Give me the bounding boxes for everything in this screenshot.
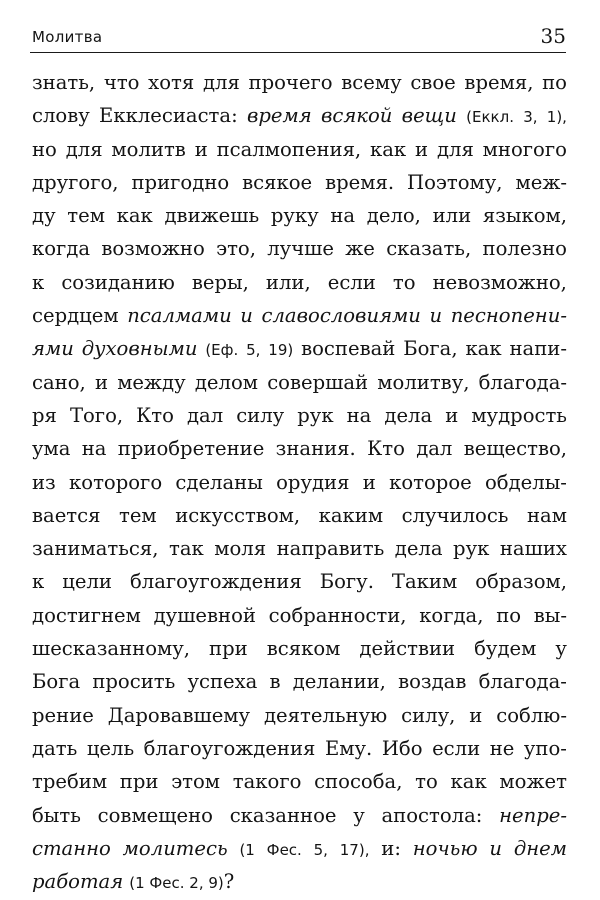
text-line [32, 166, 567, 199]
word: Кто [136, 403, 174, 427]
word: и [415, 137, 429, 161]
italic-word: псалмами [127, 304, 232, 328]
italic-word: вещи [401, 104, 457, 128]
word: и [469, 703, 483, 727]
word: душевной [153, 603, 256, 627]
word: обделы- [485, 470, 567, 494]
word: заниматься, [32, 537, 159, 561]
word: действии [359, 637, 456, 661]
word: языком, [482, 204, 567, 228]
italic-word: время [246, 104, 312, 128]
word: прочего [248, 71, 333, 94]
word: наших [499, 537, 567, 561]
scripture-reference: 1), [546, 108, 567, 127]
text-line [32, 799, 567, 832]
text-line [32, 199, 567, 232]
word: когда [32, 237, 91, 261]
word: Поэтому, [407, 170, 503, 194]
italic-word: и [489, 836, 503, 860]
word: для [436, 137, 474, 161]
word: не [489, 736, 515, 760]
word: сказанное [229, 803, 337, 827]
word: время. [325, 170, 395, 194]
word: псалмопения, [216, 137, 362, 161]
scripture-reference: 5, [313, 840, 328, 859]
word: совершай [267, 370, 369, 394]
text-line [32, 765, 567, 798]
text-line [32, 499, 567, 532]
word: другого, [32, 170, 119, 194]
word: сделаны [175, 470, 263, 494]
scripture-reference: (1 [239, 840, 255, 859]
running-title: Молитва [32, 28, 103, 46]
word: и [445, 403, 459, 427]
text-line [32, 599, 567, 632]
word: знать, [32, 71, 96, 94]
word: дела [394, 537, 443, 561]
word: такого [232, 770, 302, 794]
word: благоугождения [129, 570, 302, 594]
italic-word: молитесь [122, 836, 228, 860]
word: напи- [509, 337, 567, 361]
word: вы- [533, 603, 567, 627]
word: делании, [292, 670, 386, 694]
word: как [370, 137, 407, 161]
word: этом [171, 770, 221, 794]
word: делом [194, 370, 258, 394]
word: у [353, 803, 365, 827]
word: веры, [191, 270, 249, 294]
word: которого [69, 470, 163, 494]
word: Ему. [324, 736, 373, 760]
word: созиданию [61, 270, 175, 294]
word: дал [186, 403, 224, 427]
word: благоугождения [143, 736, 316, 760]
word: ря [32, 403, 57, 427]
word: ? [223, 870, 235, 894]
word: быть [32, 803, 81, 827]
word: на [81, 437, 107, 461]
word: вещество, [463, 437, 567, 461]
page-number: 35 [540, 24, 566, 48]
text-line [32, 232, 567, 265]
word: на [346, 403, 372, 427]
word: при [209, 637, 248, 661]
word: Бога, [403, 337, 458, 361]
word: как [450, 770, 487, 794]
word: пригодно [131, 170, 230, 194]
scripture-reference: (1 Фес. 2, 9) [129, 874, 224, 893]
text-line [32, 699, 567, 732]
word: Таким [391, 570, 458, 594]
word: то [392, 270, 416, 294]
word: дела [384, 403, 433, 427]
text-line [32, 732, 567, 765]
word: возможно [101, 237, 205, 261]
text-line [32, 133, 567, 166]
word: между [117, 370, 186, 394]
word: нам [527, 503, 567, 527]
word: направить [276, 537, 385, 561]
word: ду [32, 204, 56, 228]
word: или [432, 204, 472, 228]
scripture-reference: 19) [268, 341, 294, 360]
word: знания. [275, 437, 356, 461]
scripture-reference: 5, [246, 341, 261, 360]
word: воздав [398, 670, 467, 694]
word: и [362, 470, 376, 494]
word: силу [236, 403, 285, 427]
word: моля [214, 537, 267, 561]
text-line [32, 366, 567, 399]
word: рук [453, 537, 490, 561]
word: и [94, 370, 108, 394]
word: если [327, 270, 376, 294]
word: к [32, 270, 45, 294]
word: ума [32, 437, 71, 461]
word: совмещено [97, 803, 213, 827]
word: и [194, 137, 208, 161]
word: дать [32, 736, 78, 760]
word: хотя [148, 71, 195, 94]
italic-word: духовными [81, 337, 198, 361]
italic-word: ночью [412, 836, 478, 860]
word: рение [32, 703, 94, 727]
italic-word: непре- [499, 803, 567, 827]
word: мудрость [471, 403, 567, 427]
scripture-reference: (Еф. [205, 341, 239, 360]
word: при [119, 770, 159, 794]
word: Екклесиаста: [99, 104, 238, 128]
italic-word: работая [32, 870, 124, 894]
word: по [542, 71, 567, 94]
page-header [30, 26, 566, 52]
italic-word: славословиями [261, 304, 421, 328]
word: невозможно, [432, 270, 567, 294]
word: успеха [187, 670, 258, 694]
word: требим [32, 770, 108, 794]
word: искусством, [175, 503, 301, 527]
italic-word: ями [32, 337, 74, 361]
italic-word: и [429, 304, 443, 328]
word: дал [416, 437, 453, 461]
word: каким [318, 503, 384, 527]
text-line [32, 299, 567, 332]
word: для [202, 71, 240, 94]
word: по [496, 603, 522, 627]
word: всяком [266, 637, 341, 661]
word: будем [474, 637, 537, 661]
text-line [32, 832, 567, 865]
word: рук [297, 403, 334, 427]
word: деятельную [263, 703, 388, 727]
word: время, [464, 71, 534, 94]
word: сказать, [386, 237, 472, 261]
text-line [32, 865, 567, 898]
word: благода- [478, 670, 567, 694]
word: воспевай [301, 337, 396, 361]
text-line [32, 399, 567, 432]
text-line [32, 466, 567, 499]
word: полезно [482, 237, 567, 261]
scripture-reference: 3, [523, 108, 538, 127]
word: может [499, 770, 567, 794]
word: Даровавшему [107, 703, 251, 727]
word: Богу. [319, 570, 374, 594]
italic-word: песнопени- [450, 304, 567, 328]
word: же [345, 237, 375, 261]
word: когда, [419, 603, 484, 627]
word: так [168, 537, 204, 561]
word: свое [410, 71, 456, 94]
word: что [103, 71, 140, 94]
word: сано, [32, 370, 86, 394]
text-line [32, 432, 567, 465]
word: вается [32, 503, 101, 527]
word: из [32, 470, 56, 494]
word: цели [62, 570, 112, 594]
word: у [555, 637, 567, 661]
word: или, [265, 270, 311, 294]
word: тем [67, 204, 105, 228]
body-text [32, 66, 567, 898]
word: многого [482, 137, 567, 161]
word: образом, [475, 570, 567, 594]
word: и: [381, 836, 401, 860]
italic-word: и [240, 304, 253, 328]
word: как [465, 337, 502, 361]
text-line [32, 565, 567, 598]
word: молитву, [377, 370, 470, 394]
word: на [330, 204, 356, 228]
word: случилось [401, 503, 509, 527]
word: Бога [32, 670, 81, 694]
word: упо- [523, 736, 567, 760]
word: молитв [111, 137, 186, 161]
italic-word: днем [513, 836, 567, 860]
word: всякое [242, 170, 313, 194]
word: цель [86, 736, 135, 760]
scripture-reference: 17), [339, 840, 370, 859]
word: в [269, 670, 281, 694]
word: для [65, 137, 103, 161]
word: Кто [367, 437, 405, 461]
word: если [432, 736, 481, 760]
text-line [32, 532, 567, 565]
word: меж- [515, 170, 567, 194]
text-line [32, 332, 567, 365]
word: тем [119, 503, 157, 527]
text-line [32, 66, 567, 99]
word: силу, [401, 703, 456, 727]
scripture-reference: (Еккл. [466, 108, 514, 127]
word: всему [341, 71, 402, 94]
word: орудия [276, 470, 350, 494]
word: благода- [478, 370, 567, 394]
word: это, [216, 237, 256, 261]
italic-word: станно [32, 836, 111, 860]
word: движешь [164, 204, 260, 228]
italic-word: всякой [320, 104, 393, 128]
scripture-reference: Фес. [266, 840, 302, 859]
word: просить [92, 670, 176, 694]
word: Того, [69, 403, 124, 427]
word: способа, [314, 770, 403, 794]
text-line [32, 665, 567, 698]
word: лучше [267, 237, 334, 261]
header-rule [30, 52, 566, 53]
word: слову [32, 104, 90, 128]
word: то [415, 770, 438, 794]
word: собранности, [268, 603, 407, 627]
word: которое [389, 470, 472, 494]
word: к [32, 570, 45, 594]
word: соблю- [496, 703, 567, 727]
word: Ибо [381, 736, 423, 760]
word: сердцем [32, 304, 119, 328]
word: достигнем [32, 603, 141, 627]
word: шесказанному, [32, 637, 190, 661]
word: но [32, 137, 57, 161]
word: руку [270, 204, 319, 228]
word: как [116, 204, 153, 228]
word: апостола: [381, 803, 483, 827]
text-line [32, 266, 567, 299]
text-line [32, 99, 567, 132]
text-line [32, 632, 567, 665]
word: дело, [366, 204, 421, 228]
word: приобретение [117, 437, 265, 461]
